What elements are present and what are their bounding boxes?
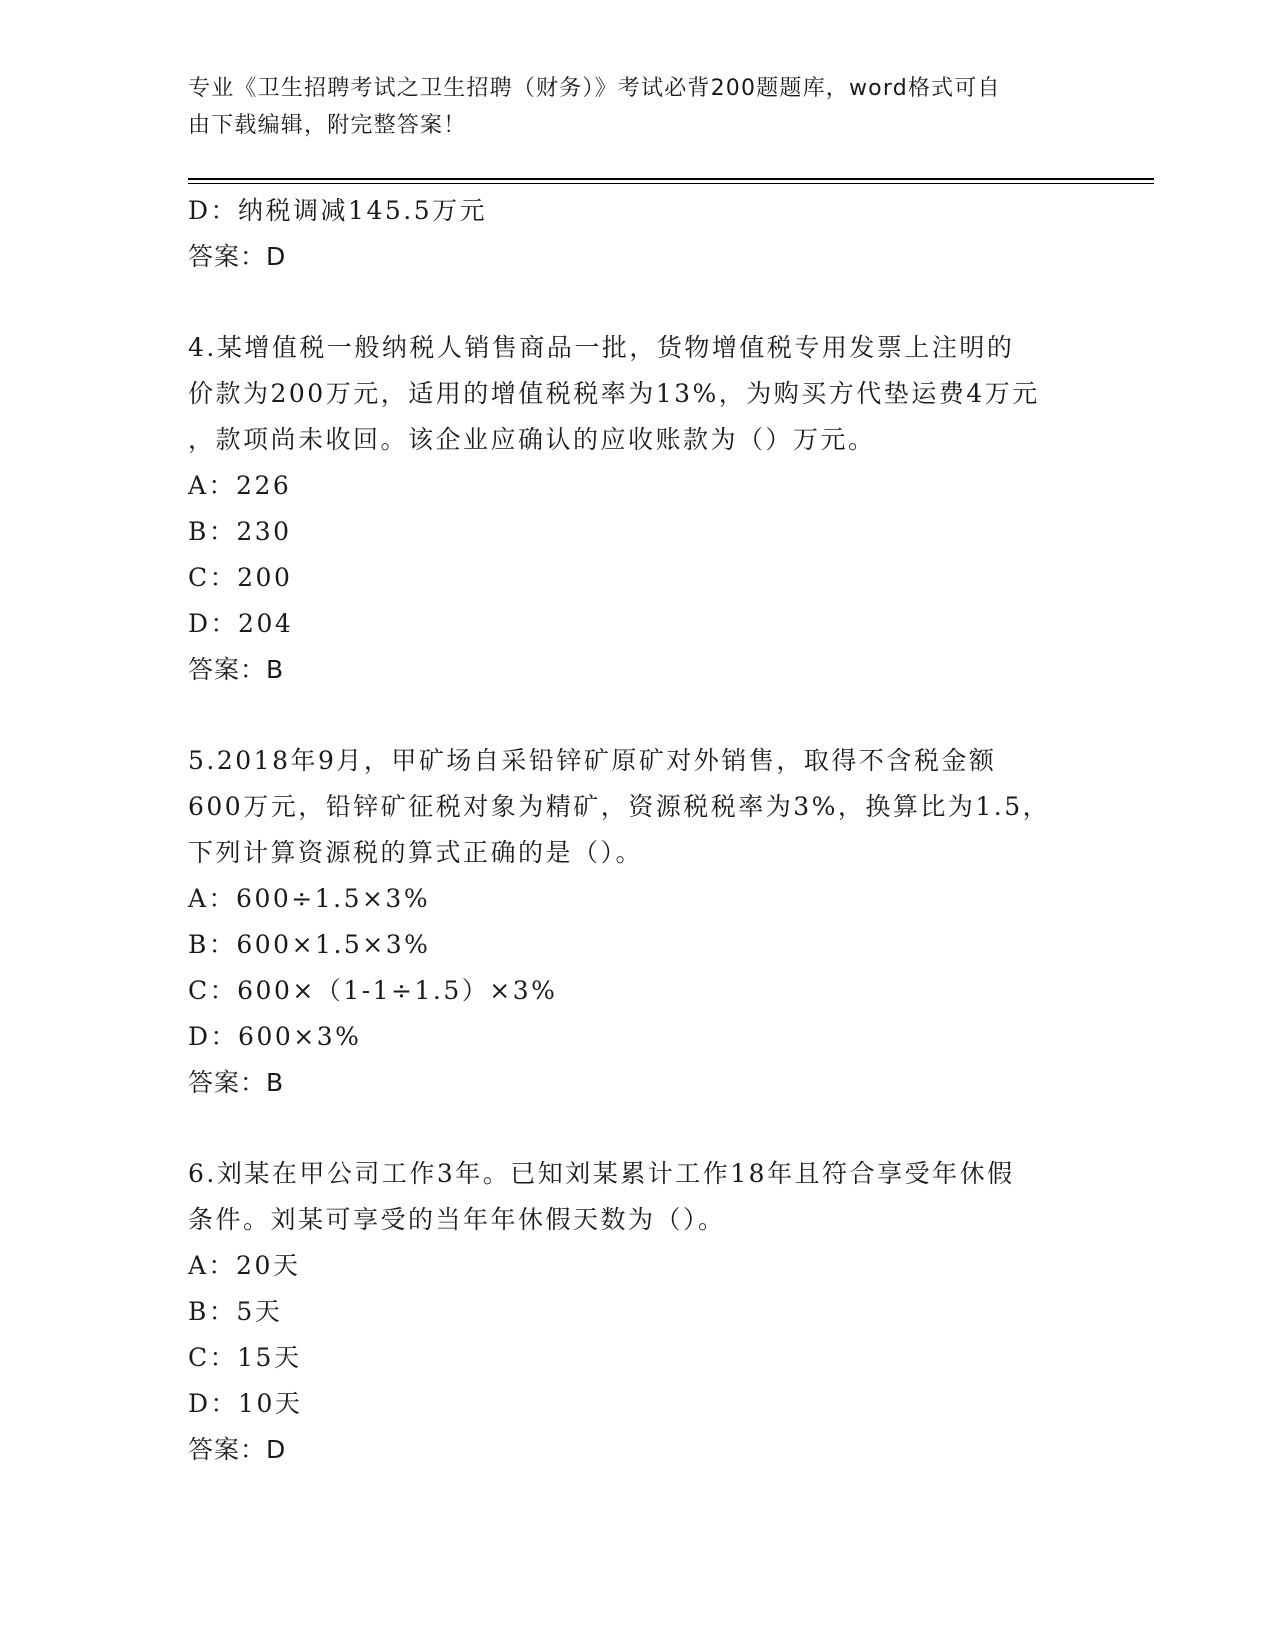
option-b: B：5天 (188, 1297, 283, 1326)
option-d: D：600×3% (188, 1022, 362, 1051)
previous-question-tail (188, 188, 1088, 280)
option-b: B：230 (188, 517, 292, 546)
question-text (188, 1151, 1088, 1243)
option-d: D：204 (188, 609, 294, 638)
question-line: 5.2018年9月，甲矿场自采铅锌矿原矿对外销售，取得不含税金额 (188, 746, 997, 775)
question-line: 条件。刘某可享受的当年年休假天数为（）。 (188, 1205, 726, 1234)
option-a: A：600÷1.5×3% (188, 884, 431, 913)
header-divider-top (188, 178, 1154, 180)
question-text (188, 738, 1088, 876)
spacer (188, 1106, 1088, 1151)
option-c: C：200 (188, 563, 293, 592)
option-c: C：600×（1-1÷1.5）×3% (188, 976, 558, 1005)
option-b: B：600×1.5×3% (188, 930, 431, 959)
question-line: 价款为200万元，适用的增值税税率为13%，为购买方代垫运费4万元 (188, 379, 1040, 408)
question-5 (188, 738, 1088, 1106)
question-line: 4.某增值税一般纳税人销售商品一批，货物增值税专用发票上注明的 (188, 333, 1015, 362)
question-line: 600万元，铅锌矿征税对象为精矿，资源税税率为3%，换算比为1.5， (188, 792, 1051, 821)
answer: 答案：D (188, 242, 287, 271)
question-line: 6.刘某在甲公司工作3年。已知刘某累计工作18年且符合享受年休假 (188, 1159, 1015, 1188)
header-line-1: 专业《卫生招聘考试之卫生招聘（财务）》考试必背200题题库，word格式可自 (188, 76, 1001, 101)
question-line: 下列计算资源税的算式正确的是（）。 (188, 838, 644, 867)
header-divider-bottom (188, 183, 1154, 184)
option-c: C：15天 (188, 1343, 302, 1372)
question-4 (188, 325, 1088, 693)
option-a: A：226 (188, 471, 292, 500)
question-line: ，款项尚未收回。该企业应确认的应收账款为（）万元。 (188, 425, 876, 454)
question-6 (188, 1151, 1088, 1473)
spacer (188, 280, 1088, 325)
answer: 答案：B (188, 655, 285, 684)
answer: 答案：B (188, 1068, 285, 1097)
document-body (188, 188, 1088, 1473)
document-header (188, 70, 1088, 144)
spacer (188, 693, 1088, 738)
option-a: A：20天 (188, 1251, 301, 1280)
option-d: D：纳税调减145.5万元 (188, 196, 488, 225)
question-text (188, 325, 1088, 463)
answer: 答案：D (188, 1435, 287, 1464)
option-d: D：10天 (188, 1389, 303, 1418)
header-line-2: 由下载编辑，附完整答案！ (188, 113, 467, 138)
